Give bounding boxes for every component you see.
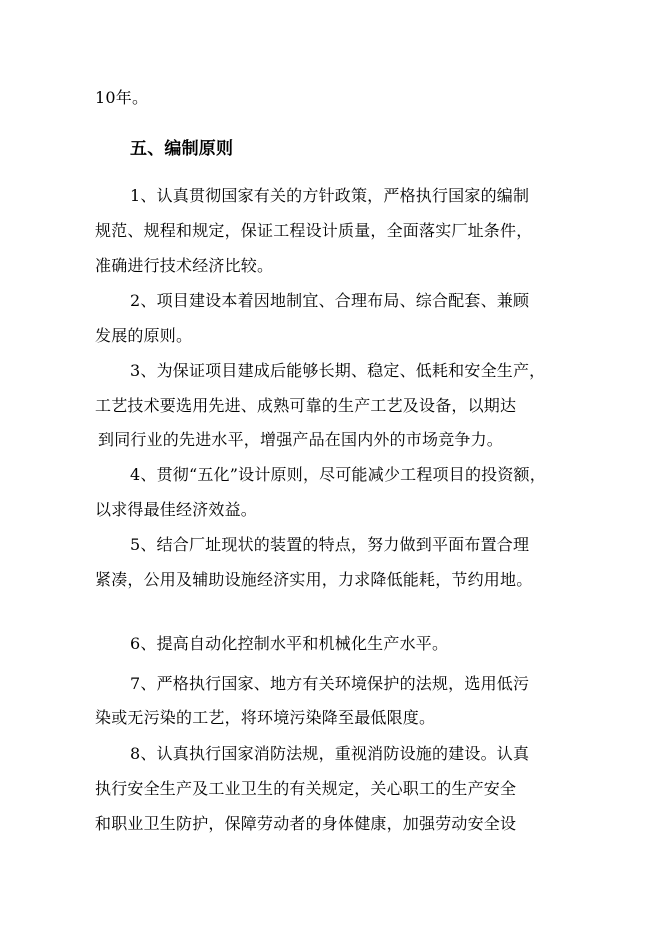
section-heading: 五、编制原则 [130,139,234,159]
text-line-item-7-start: 7、严格执行国家、地方有关环境保护的法规，选用低污 [130,674,530,693]
text-line: 执行安全生产及工业卫生的有关规定，关心职工的生产安全 [95,779,517,798]
text-line-item-2-start: 2、项目建设本着因地制宜、合理布局、综合配套、兼顾 [130,291,530,310]
text-line: 到同行业的先进水平，增强产品在国内外的市场竞争力。 [98,430,504,449]
text-line: 规范、规程和规定，保证工程设计质量，全面落实厂址条件， [95,221,533,240]
text-line: 发展的原则。 [95,326,193,345]
text-line: 以求得最佳经济效益。 [95,500,258,519]
text-line-item-4-start: 4、贯彻“五化”设计原则，尽可能减少工程项目的投资额， [130,465,546,484]
text-line: 紧凑，公用及辅助设施经济实用，力求降低能耗，节约用地。 [95,570,533,589]
text-line: 染或无污染的工艺，将环境污染降至最低限度。 [95,708,436,727]
text-line: 工艺技术要选用先进、成熟可靠的生产工艺及设备，以期达 [95,396,517,415]
text-line-item-6: 6、提高自动化控制水平和机械化生产水平。 [130,634,449,653]
text-line-item-8-start: 8、认真执行国家消防法规，重视消防设施的建设。认真 [130,744,530,763]
text-line-item-3-start: 3、为保证项目建成后能够长期、稳定、低耗和安全生产， [130,361,546,380]
text-line-item-5-start: 5、结合厂址现状的装置的特点，努力做到平面布置合理 [130,535,530,554]
text-line: 和职业卫生防护，保障劳动者的身体健康，加强劳动安全设 [95,814,517,833]
text-line-continuation: 10年。 [95,88,149,107]
text-line: 准确进行技术经济比较。 [95,256,274,275]
text-line-item-1-start: 1、认真贯彻国家有关的方针政策，严格执行国家的编制 [130,186,530,205]
